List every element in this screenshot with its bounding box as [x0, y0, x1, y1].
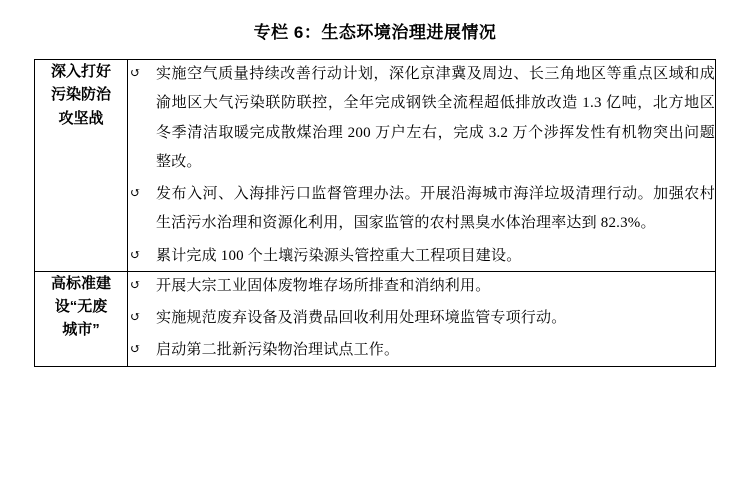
row-label-line: 攻坚战 — [58, 109, 104, 127]
page-title: 专栏 6：生态环境治理进展情况 — [253, 23, 497, 42]
item-list — [128, 272, 715, 366]
table-row — [35, 60, 716, 272]
list-item — [128, 242, 715, 271]
row-label-cell-1 — [35, 60, 128, 272]
list-item-text: 累计完成 100 个土壤污染源头管控重大工程项目建设。 — [156, 247, 522, 264]
list-item — [128, 60, 715, 177]
list-item-text: 启动第二批新污染物治理试点工作。 — [156, 342, 400, 359]
loop-bullet-icon: ↺ — [130, 341, 141, 357]
loop-bullet-icon: ↺ — [130, 276, 141, 292]
row-content-cell-1 — [128, 60, 716, 272]
item-list — [128, 60, 715, 271]
list-item — [128, 180, 715, 239]
list-item-text: 实施规范废弃设备及消费品回收利用处理环境监管专项行动。 — [156, 310, 567, 326]
row-label-cell-2 — [35, 271, 128, 366]
row-label-line: 城市” — [62, 321, 100, 339]
loop-bullet-icon: ↺ — [130, 65, 141, 80]
progress-table — [34, 59, 716, 367]
loop-bullet-icon: ↺ — [130, 246, 141, 262]
list-item — [128, 336, 715, 365]
list-item — [128, 304, 715, 333]
row-label-line: 高标准建 — [50, 274, 111, 292]
row-label-line: 设“无废 — [54, 298, 108, 315]
row-content-cell-2 — [128, 271, 716, 366]
list-item-text: 实施空气质量持续改善行动计划，深化京津冀及周边、长三角地区等重点区域和成渝地区大气污染联防联控，全年完成钢铁全流程超低排放改造 1.3 亿吨，北方地区冬季清洁取暖完成散煤治理 200 万户左右，完成 3.2 万个涉挥发性有机物突出问题整改。 — [156, 66, 715, 170]
list-item-text: 发布入河、入海排污口监督管理办法。开展沿海城市海洋垃圾清理行动。加强农村生活污水治理和资源化利用，国家监管的农村黑臭水体治理率达到 82.3%。 — [156, 186, 715, 232]
row-label-line: 污染防治 — [50, 86, 111, 104]
list-item — [128, 272, 715, 301]
document-page — [0, 18, 750, 492]
row-label-line: 深入打好 — [50, 63, 111, 80]
loop-bullet-icon: ↺ — [130, 185, 141, 200]
loop-bullet-icon: ↺ — [130, 309, 141, 324]
table-row — [35, 271, 716, 366]
list-item-text: 开展大宗工业固体废物堆存场所排查和消纳利用。 — [156, 277, 491, 294]
